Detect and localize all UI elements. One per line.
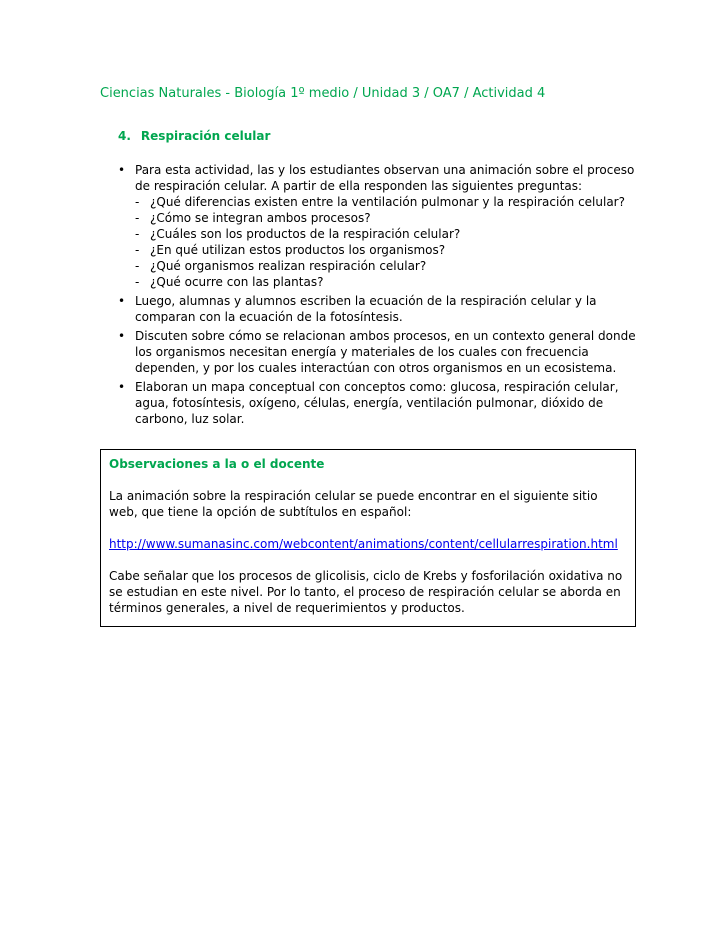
- bullet-text: Luego, alumnas y alumnos escriben la ecuación de la respiración celular y la comparan con la ecuación de la fotosíntesis.: [135, 294, 597, 324]
- page-title: Ciencias Naturales - Biología 1º medio / Unidad 3 / OA7 / Actividad 4: [100, 86, 546, 101]
- animation-link[interactable]: http://www.sumanasinc.com/webcontent/animations/content/cellularrespiration.html: [109, 537, 618, 551]
- bullet-text: Elaboran un mapa conceptual con conceptos como: glucosa, respiración celular, agua, fotosíntesis, oxígeno, células, energía, ventilación pulmonar, dióxido de carbono, luz solar.: [135, 380, 619, 426]
- section-heading-label: Respiración celular: [140, 129, 271, 143]
- dash-marker: -: [135, 259, 140, 273]
- bullet-marker: •: [118, 163, 126, 177]
- bullet-content: [135, 293, 636, 325]
- list-item: [118, 293, 636, 325]
- question-item: [135, 242, 636, 258]
- bullet-content: [135, 328, 636, 376]
- question-text: ¿Qué diferencias existen entre la ventilación pulmonar y la respiración celular?: [150, 195, 625, 209]
- bullet-text: Para esta actividad, las y los estudiantes observan una animación sobre el proceso de respiración celular. A partir de ella responden las siguientes preguntas:: [135, 163, 635, 193]
- teacher-observations-box: [100, 449, 636, 627]
- bullet-marker: •: [118, 294, 126, 308]
- bullet-marker: •: [118, 329, 126, 343]
- activity-bullet-list: [118, 162, 636, 427]
- question-text: ¿En qué utilizan estos productos los organismos?: [150, 243, 446, 257]
- list-item: [118, 379, 636, 427]
- observations-heading: Observaciones a la o el docente: [109, 457, 325, 471]
- question-text: ¿Qué organismos realizan respiración celular?: [150, 259, 427, 273]
- question-text: ¿Qué ocurre con las plantas?: [150, 275, 324, 289]
- question-item: [135, 274, 636, 290]
- dash-marker: -: [135, 195, 140, 209]
- question-text: ¿Cuáles son los productos de la respiración celular?: [150, 227, 461, 241]
- question-list: [135, 194, 636, 290]
- list-item: [118, 162, 636, 290]
- observations-paragraph-1: La animación sobre la respiración celular se puede encontrar en el siguiente sitio web, que tiene la opción de subtítulos en español:: [109, 489, 598, 519]
- section-heading: [118, 128, 636, 144]
- bullet-content: [135, 162, 636, 290]
- bullet-content: [135, 379, 636, 427]
- dash-marker: -: [135, 275, 140, 289]
- question-text: ¿Cómo se integran ambos procesos?: [150, 211, 371, 225]
- section-number: 4.: [118, 129, 131, 143]
- question-item: [135, 210, 636, 226]
- dash-marker: -: [135, 211, 140, 225]
- question-item: [135, 258, 636, 274]
- observations-paragraph-2: Cabe señalar que los procesos de glicolisis, ciclo de Krebs y fosforilación oxidativa no se estudian en este nivel. Por lo tanto, el proceso de respiración celular se aborda en términos generales, a nivel de requerimientos y productos.: [109, 569, 623, 615]
- bullet-text: Discuten sobre cómo se relacionan ambos procesos, en un contexto general donde los organismos necesitan energía y materiales de los cuales con frecuencia dependen, y por los cuales interactúan con otros organismos en un ecosistema.: [135, 329, 636, 375]
- dash-marker: -: [135, 227, 140, 241]
- bullet-marker: •: [118, 380, 126, 394]
- question-item: [135, 194, 636, 210]
- question-item: [135, 226, 636, 242]
- list-item: [118, 328, 636, 376]
- dash-marker: -: [135, 243, 140, 257]
